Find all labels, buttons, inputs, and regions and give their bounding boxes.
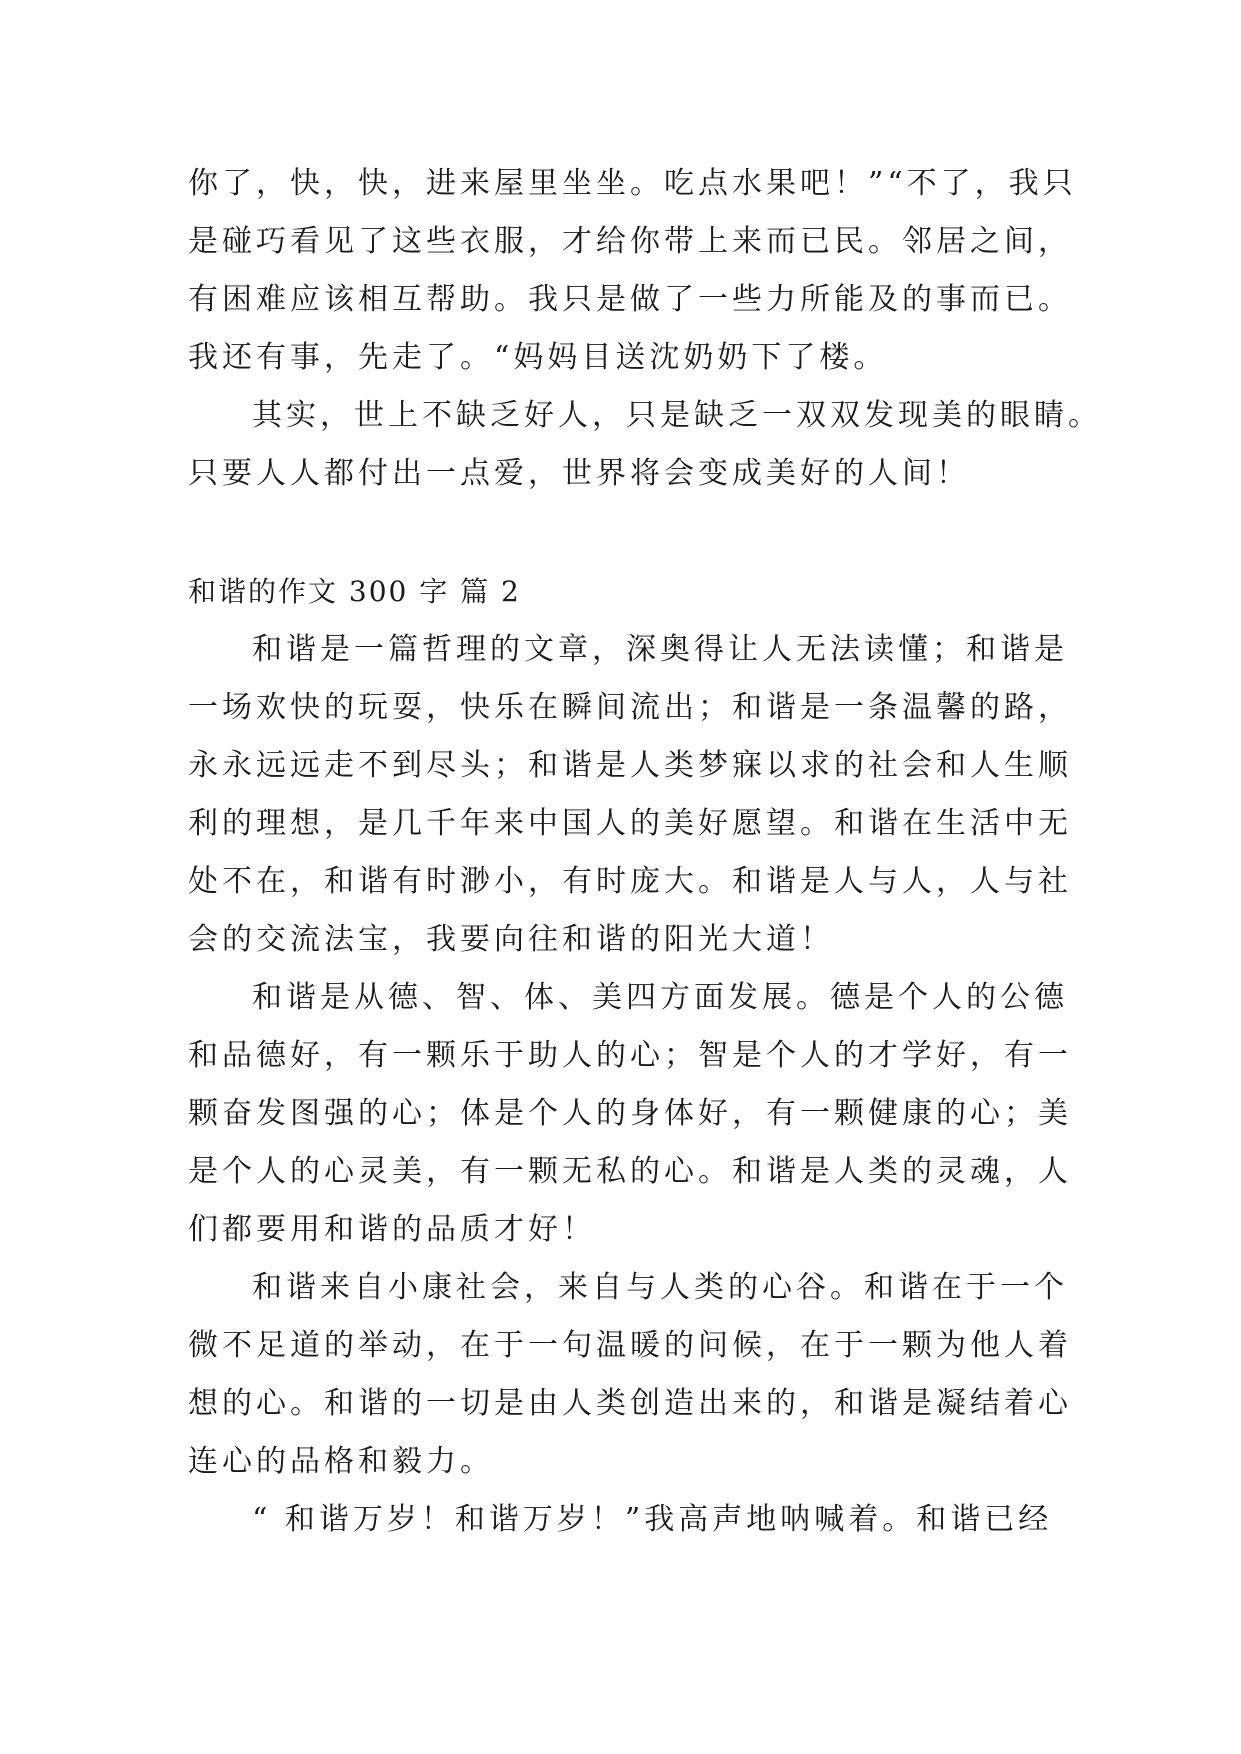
paragraph-continuation bbox=[188, 155, 1077, 387]
text-line: 永永远远走不到尽头；和谐是人类梦寐以求的社会和人生顺 bbox=[188, 748, 1072, 783]
text-line: 其实，世上不缺乏好人，只是缺乏一双双发现美的眼睛。 bbox=[252, 398, 1102, 433]
text-line: 微不足道的举动，在于一句温暖的问候，在于一颗为他人着 bbox=[188, 1328, 1072, 1363]
paragraph-2 bbox=[188, 969, 1072, 1259]
text-line: 和谐是一篇哲理的文章，深奥得让人无法读懂；和谐是 bbox=[252, 632, 1068, 667]
text-line: 和品德好，有一颗乐于助人的心；智是个人的才学好，有一 bbox=[188, 1038, 1072, 1073]
document-page bbox=[188, 155, 1102, 1549]
text-line: 会的交流法宝，我要向往和谐的阳光大道！ bbox=[188, 922, 834, 957]
text-line: 只要人人都付出一点爱，世界将会变成美好的人间！ bbox=[188, 456, 970, 491]
text-line: 颗奋发图强的心；体是个人的身体好，有一颗健康的心；美 bbox=[188, 1096, 1072, 1131]
text-line: “ 和谐万岁！和谐万岁！”我高声地呐喊着。和谐已经 bbox=[252, 1502, 1053, 1537]
text-line: 处不在，和谐有时渺小，有时庞大。和谐是人与人，人与社 bbox=[188, 864, 1072, 899]
text-line: 是个人的心灵美，有一颗无私的心。和谐是人类的灵魂，人 bbox=[188, 1154, 1072, 1189]
paragraph-3 bbox=[188, 1259, 1072, 1491]
text-line: 想的心。和谐的一切是由人类创造出来的，和谐是凝结着心 bbox=[188, 1386, 1072, 1421]
text-line: 们都要用和谐的品质才好！ bbox=[188, 1212, 596, 1247]
text-line: 和谐是从德、智、体、美四方面发展。德是个人的公德 bbox=[252, 980, 1068, 1015]
text-line: 连心的品格和毅力。 bbox=[188, 1444, 494, 1479]
text-line: 我还有事，先走了。“妈妈目送沈奶奶下了楼。 bbox=[188, 340, 888, 375]
paragraph-conclusion bbox=[188, 387, 1102, 503]
text-line: 你了，快，快，进来屋里坐坐。吃点水果吧！”“不了，我只 bbox=[188, 166, 1077, 201]
paragraph-4 bbox=[188, 1491, 1068, 1549]
text-line: 一场欢快的玩耍，快乐在瞬间流出；和谐是一条温馨的路， bbox=[188, 690, 1072, 725]
essay-heading: 和谐的作文 300 字 篇 2 bbox=[188, 575, 521, 608]
text-line: 和谐来自小康社会，来自与人类的心谷。和谐在于一个 bbox=[252, 1270, 1068, 1305]
text-line: 有困难应该相互帮助。我只是做了一些力所能及的事而已。 bbox=[188, 282, 1072, 317]
paragraph-1 bbox=[188, 621, 1072, 969]
text-line: 是碰巧看见了这些衣服，才给你带上来而已民。邻居之间， bbox=[188, 224, 1072, 259]
text-line: 利的理想，是几千年来中国人的美好愿望。和谐在生活中无 bbox=[188, 806, 1072, 841]
